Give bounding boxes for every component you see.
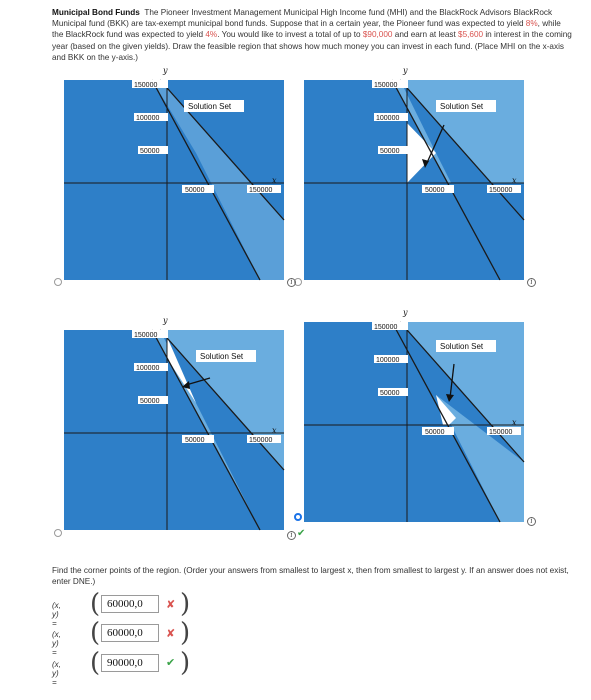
y-tick-label: 100000	[376, 357, 400, 364]
y-axis-label: y	[403, 308, 408, 317]
y-tick-label: 150000	[134, 82, 158, 89]
problem-statement	[52, 7, 572, 63]
y-tick-label: 50000	[140, 398, 160, 405]
yield-mhi: 8%	[525, 19, 538, 29]
y-tick-label: 150000	[374, 324, 398, 331]
info-icon[interactable]: i	[527, 517, 536, 526]
y-tick-label: 50000	[380, 148, 400, 155]
y-tick-label: 150000	[134, 332, 158, 339]
y-axis-label: y	[163, 66, 168, 75]
y-axis-label: y	[403, 66, 408, 75]
checkmark-icon: ✔	[297, 528, 306, 539]
y-axis-label: y	[163, 316, 168, 325]
graph-option-c	[64, 316, 284, 530]
y-tick-label: 150000	[374, 82, 398, 89]
problem-text: and earn at least	[392, 30, 459, 40]
problem-text: The Pioneer Investment Management Municipal High Income fund (MHI) and the BlackRock Advisors BlackRock Municipal fund (BKK) are tax-exempt municipal bond funds. Suppose that in a certain year, the Pioneer fund was expected to yield	[52, 8, 553, 29]
x-axis-label: x	[512, 418, 517, 427]
y-tick-label: 100000	[136, 365, 160, 372]
x-tick-label: 150000	[489, 429, 513, 436]
yield-bkk: 4%	[205, 30, 218, 40]
open-paren: (	[90, 589, 101, 619]
x-tick-label: 50000	[425, 429, 445, 436]
solution-set-label: Solution Set	[200, 352, 244, 361]
problem-text: in interest in the coming year (based on the given yields). Draw the feasible region that shows how much money you can invest in each fund. (Place MHI on the x-axis and BKK on the y-axis.)	[52, 30, 572, 62]
open-paren: (	[90, 618, 101, 648]
x-tick-label: 150000	[249, 187, 273, 194]
graph-option-a	[64, 66, 284, 280]
x-tick-label: 50000	[185, 437, 205, 444]
x-mark-icon: ✘	[166, 628, 176, 640]
close-paren: )	[180, 589, 191, 619]
x-axis-label: x	[272, 176, 277, 185]
radio-option-a[interactable]	[54, 278, 62, 286]
graph-option-b	[304, 66, 524, 280]
answer-label: (x, y) =	[52, 660, 61, 687]
answer-input[interactable]: 60000,0	[101, 595, 159, 613]
close-paren: )	[180, 648, 191, 678]
answer-input[interactable]: 90000,0	[101, 654, 159, 672]
x-tick-label: 150000	[489, 187, 513, 194]
answer-label: (x, y) =	[52, 630, 61, 657]
total-investment: $90,000	[362, 30, 393, 40]
solution-set-label: Solution Set	[440, 342, 484, 351]
y-tick-label: 50000	[140, 148, 160, 155]
interest-target: $5,600	[458, 30, 484, 40]
info-icon[interactable]: i	[527, 278, 536, 287]
y-tick-label: 100000	[136, 115, 160, 122]
x-tick-label: 50000	[425, 187, 445, 194]
radio-option-c[interactable]	[54, 529, 62, 537]
checkmark-icon: ✔	[166, 657, 176, 669]
region-shaded-dark	[304, 183, 524, 280]
problem-text: , while the BlackRock fund was expected to yield	[52, 19, 561, 40]
x-tick-label: 50000	[185, 187, 205, 194]
info-icon[interactable]: i	[287, 531, 296, 540]
solution-set-label: Solution Set	[440, 102, 484, 111]
graph-option-d	[304, 308, 524, 522]
answer-label: (x, y) =	[52, 601, 61, 628]
radio-option-d[interactable]	[294, 513, 302, 521]
problem-text: . You would like to invest a total of up to	[217, 30, 363, 40]
x-tick-label: 150000	[249, 437, 273, 444]
corner-points-instructions: Find the corner points of the region. (Order your answers from smallest to largest x, then from smallest to largest y. If an answer does not exist, enter DNE.)	[52, 566, 569, 586]
open-paren: (	[90, 648, 101, 678]
y-tick-label: 100000	[376, 115, 400, 122]
y-tick-label: 50000	[380, 390, 400, 397]
x-axis-label: x	[272, 426, 277, 435]
x-mark-icon: ✘	[166, 599, 176, 611]
problem-title: Municipal Bond Funds	[52, 8, 140, 17]
x-axis-label: x	[512, 176, 517, 185]
solution-set-label: Solution Set	[188, 102, 232, 111]
info-icon[interactable]: i	[287, 278, 296, 287]
answer-input[interactable]: 60000,0	[101, 624, 159, 642]
close-paren: )	[180, 618, 191, 648]
